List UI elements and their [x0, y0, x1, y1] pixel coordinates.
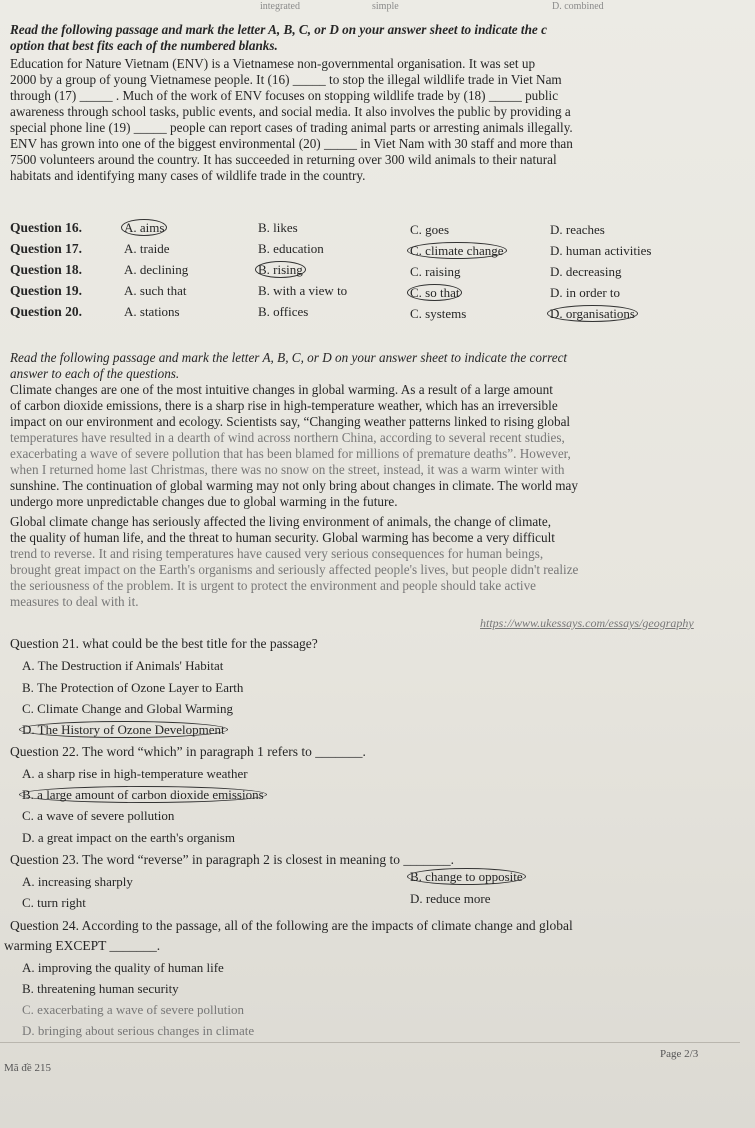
- option-d[interactable]: D. reaches: [550, 222, 605, 237]
- option-b[interactable]: B. education: [258, 241, 324, 256]
- q22-option-a[interactable]: A. a sharp rise in high-temperature weather: [22, 766, 248, 781]
- option-d[interactable]: D. human activities: [550, 243, 652, 258]
- option-a[interactable]: A. traide: [124, 241, 170, 256]
- passage2-line: sunshine. The continuation of global warming may not only bring about changes in climate. The world may: [10, 478, 578, 493]
- selected-option: D. organisations: [547, 305, 638, 322]
- option-c[interactable]: C. systems: [410, 306, 467, 321]
- selected-option: B. rising: [255, 261, 306, 278]
- question-21-stem: Question 21. what could be the best title for the passage?: [10, 636, 318, 651]
- q23-option-c[interactable]: C. turn right: [22, 895, 86, 910]
- question-22-stem: Question 22. The word “which” in paragraph 1 refers to _______.: [10, 744, 366, 759]
- question-label: Question 18.: [10, 262, 83, 277]
- option-d[interactable]: D. decreasing: [550, 264, 622, 279]
- passage2-line: exacerbating a wave of severe pollution that has been blamed for millions of premature deaths”. However,: [10, 446, 571, 461]
- option-a[interactable]: A. declining: [124, 262, 189, 277]
- selected-option: D. The History of Ozone Development: [19, 721, 228, 738]
- q22-option-c[interactable]: C. a wave of severe pollution: [22, 808, 175, 823]
- passage2-line: undergo more unpredictable changes due to global warming in the future.: [10, 494, 398, 509]
- selected-option: C. climate change: [407, 242, 507, 259]
- option-d[interactable]: [550, 306, 638, 322]
- selected-option: B. a large amount of carbon dioxide emissions: [19, 786, 267, 803]
- passage1-line: through (17) _____ . Much of the work of ENV focuses on stopping wildlife trade by (18) _____ public: [10, 88, 559, 103]
- passage2-line: brought great impact on the Earth's organisms and seriously affected people's lives, but people didn't realize: [10, 562, 579, 577]
- header-fragment-2: simple: [372, 1, 399, 12]
- q24-option-b[interactable]: B. threatening human security: [22, 981, 179, 996]
- source-link[interactable]: https://www.ukessays.com/essays/geography: [480, 616, 694, 630]
- q21-option-a[interactable]: A. The Destruction if Animals' Habitat: [22, 658, 224, 673]
- question-23-stem: Question 23. The word “reverse” in paragraph 2 is closest in meaning to _______.: [10, 852, 455, 867]
- q22-option-d[interactable]: D. a great impact on the earth's organism: [22, 830, 235, 845]
- passage2-line: when I returned home last Christmas, there was no snow on the street, instead, it was a warm winter with: [10, 462, 565, 477]
- option-c[interactable]: C. goes: [410, 222, 449, 237]
- option-c[interactable]: [410, 285, 462, 301]
- passage2-line: Climate changes are one of the most intuitive changes in global warming. As a result of a large amount: [10, 382, 553, 397]
- selected-option: B. change to opposite: [407, 868, 526, 885]
- q21-option-b[interactable]: B. The Protection of Ozone Layer to Earth: [22, 680, 244, 695]
- question-label: Question 16.: [10, 220, 83, 235]
- passage1-line: ENV has grown into one of the biggest environmental (20) _____ in Viet Nam with 30 staff and more than: [10, 136, 573, 151]
- passage1-line: 2000 by a group of young Vietnamese people. It (16) _____ to stop the illegal wildlife trade in Viet Nam: [10, 72, 562, 87]
- option-b[interactable]: B. with a view to: [258, 283, 348, 298]
- option-b[interactable]: B. offices: [258, 304, 309, 319]
- passage2-line: measures to deal with it.: [10, 594, 139, 609]
- question-24-stem: Question 24. According to the passage, all of the following are the impacts of climate change and global: [10, 918, 573, 933]
- question-24-stem: warming EXCEPT _______.: [4, 938, 161, 953]
- question-label: Question 19.: [10, 283, 83, 298]
- passage1-instruction-line: Read the following passage and mark the letter A, B, C, or D on your answer sheet to indicate the c: [10, 22, 547, 37]
- passage2-instruction-line: answer to each of the questions.: [10, 366, 180, 381]
- passage2-line: of carbon dioxide emissions, there is a sharp rise in high-temperature weather, which has an irreversible: [10, 398, 558, 413]
- selected-option: C. so that: [407, 284, 462, 301]
- q22-option-b[interactable]: [22, 787, 267, 803]
- option-b[interactable]: B. likes: [258, 220, 298, 235]
- q21-option-c[interactable]: C. Climate Change and Global Warming: [22, 701, 234, 716]
- q24-option-d[interactable]: D. bringing about serious changes in climate: [22, 1023, 255, 1038]
- option-c[interactable]: [410, 243, 507, 259]
- passage2-line: Global climate change has seriously affected the living environment of animals, the change of climate,: [10, 514, 551, 529]
- passage1-line: 7500 volunteers around the country. It has succeeded in returning over 300 wild animals to their natural: [10, 152, 557, 167]
- option-a[interactable]: A. such that: [124, 283, 187, 298]
- passage2-line: the seriousness of the problem. It is urgent to protect the environment and people should take active: [10, 578, 537, 593]
- passage2-line: temperatures have resulted in a dearth of wind across northern China, according to several recent studies,: [10, 430, 565, 445]
- header-fragment-1: integrated: [260, 1, 300, 12]
- option-a[interactable]: A. stations: [124, 304, 180, 319]
- footer-divider: [0, 1042, 740, 1043]
- q24-option-a[interactable]: A. improving the quality of human life: [22, 960, 224, 975]
- option-b[interactable]: [258, 262, 306, 278]
- passage1-line: special phone line (19) _____ people can report cases of trading animal parts or arresting animals illegally.: [10, 120, 573, 135]
- passage2-line: trend to reverse. It and rising temperatures have caused very serious consequences for human beings,: [10, 546, 544, 561]
- q23-option-b[interactable]: [410, 869, 526, 885]
- q24-option-c[interactable]: C. exacerbating a wave of severe pollution: [22, 1002, 244, 1017]
- passage2-line: the quality of human life, and the threat to human security. Global warming has become a very difficult: [10, 530, 555, 545]
- option-d[interactable]: D. in order to: [550, 285, 621, 300]
- q23-option-d[interactable]: D. reduce more: [410, 891, 491, 906]
- question-label: Question 20.: [10, 304, 83, 319]
- question-label: Question 17.: [10, 241, 83, 256]
- option-c[interactable]: C. raising: [410, 264, 461, 279]
- passage2-line: impact on our environment and ecology. Scientists say, “Changing weather patterns linked to rising global: [10, 414, 571, 429]
- passage1-line: awareness through school tasks, public events, and social media. It also involves the public by providing a: [10, 104, 571, 119]
- passage1-line: Education for Nature Vietnam (ENV) is a Vietnamese non-governmental organisation. It was set up: [10, 56, 536, 71]
- header-fragment-3: D. combined: [552, 1, 604, 12]
- passage2-instruction-line: Read the following passage and mark the letter A, B, C, or D on your answer sheet to indicate the correct: [10, 350, 568, 365]
- top-cut-header: [0, 0, 755, 16]
- q21-option-d[interactable]: [22, 722, 228, 738]
- passage1-instruction-line: option that best fits each of the numbered blanks.: [10, 38, 278, 53]
- passage1-line: habitats and identifying many cases of wildlife trade in the country.: [10, 168, 366, 183]
- q23-option-a[interactable]: A. increasing sharply: [22, 874, 133, 889]
- option-a[interactable]: [124, 220, 167, 236]
- exam-code: Mã đề 215: [4, 1062, 52, 1074]
- page-number: Page 2/3: [660, 1048, 699, 1060]
- selected-option: A. aims: [121, 219, 167, 236]
